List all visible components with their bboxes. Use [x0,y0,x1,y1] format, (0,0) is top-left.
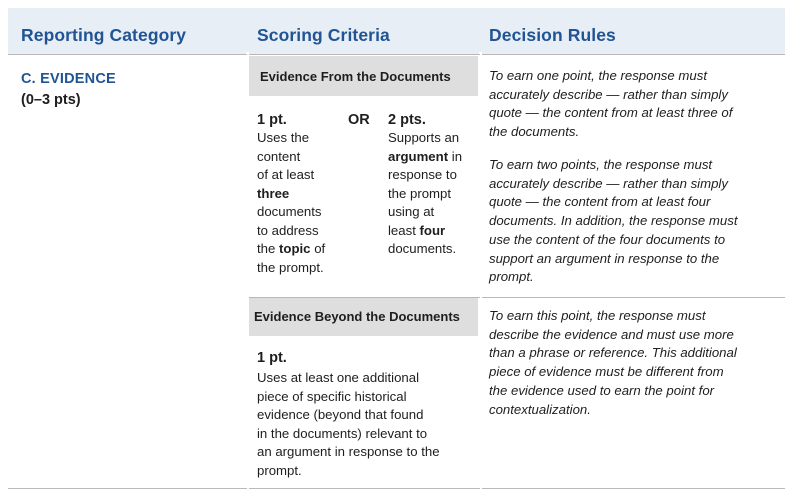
option-two-description: Supports an argument in response to the prompt using at least four documents. [388,130,463,256]
subsection-title-beyond: Evidence Beyond the Documents [254,309,460,324]
rule-beyond: To earn this point, the response must describe the evidence and must use more than a phrase or reference. This additional piece of evidence must be different from the evidence used to earn the point for contextualization. [489,308,737,417]
row-divider [482,488,785,489]
category-name: C. EVIDENCE [21,71,116,87]
option-one-points: 1 pt. [257,112,287,128]
rule-two-points: To earn two points, the response must accurately describe — rather than simply quote — the content from at least four documents. In addition, the response must use the content of the four documents to support an argument in response to the prompt. [489,157,738,285]
beyond-points: 1 pt. [257,350,287,366]
or-label: OR [348,112,370,128]
row-divider [8,54,247,55]
column-divider [246,52,249,497]
column-divider [479,52,482,497]
row-divider [249,488,480,489]
subsection-title-documents: Evidence From the Documents [260,69,451,84]
beyond-description: Uses at least one additional piece of specific historical evidence (beyond that found in the documents) relevant to an argument in response to the prompt. [257,370,440,478]
row-divider [482,297,785,298]
category-points: (0–3 pts) [21,92,81,108]
header-decision-rules: Decision Rules [489,25,616,45]
row-divider [482,54,785,55]
option-one-description: Uses the content of at least three documents to address the topic of the prompt. [257,130,326,275]
option-two-points: 2 pts. [388,112,426,128]
row-divider [249,54,480,55]
header-scoring-criteria: Scoring Criteria [257,25,390,45]
rule-one-point: To earn one point, the response must accurately describe — rather than simply quote — the content from at least three of the documents. [489,68,733,140]
header-reporting-category: Reporting Category [21,25,187,45]
row-divider [8,488,247,489]
